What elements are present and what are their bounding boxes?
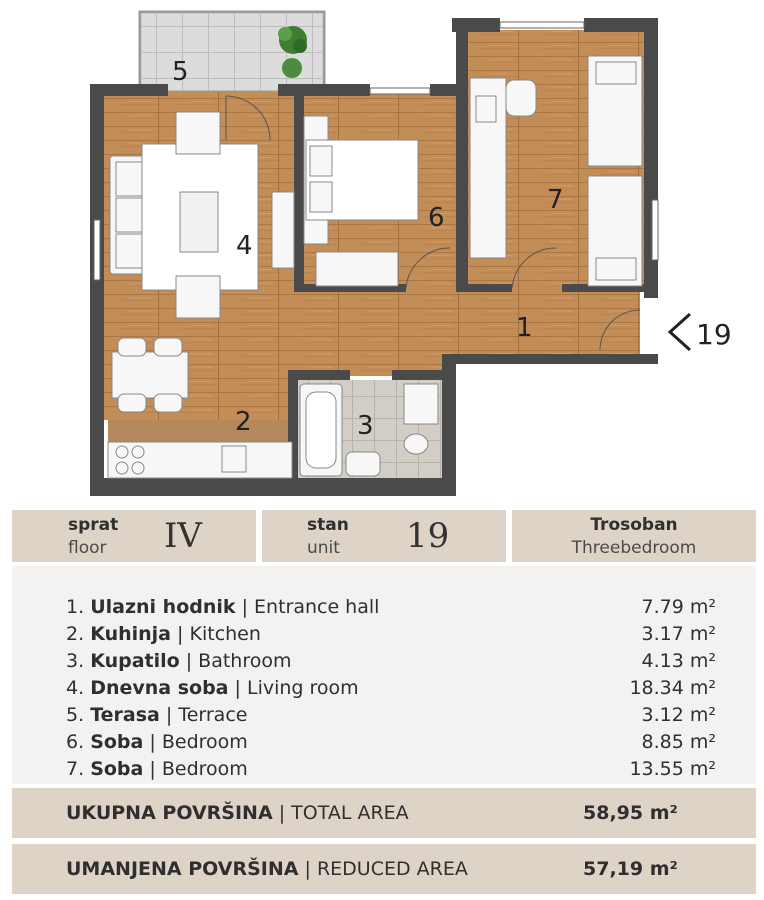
room-list — [12, 566, 756, 784]
room-number-5: 5 — [172, 57, 189, 87]
list-item: 1. Ulazni hodnik | Entrance hall 7.79 m² — [66, 596, 716, 618]
type-cell — [512, 510, 756, 562]
unit-value: 19 — [406, 516, 450, 556]
reduced-area-label: UMANJENA POVRŠINA | REDUCED AREA — [66, 858, 468, 880]
list-item: 2. Kuhinja | Kitchen 3.17 m² — [66, 623, 716, 645]
reduced-area-value: 57,19 m² — [583, 858, 678, 880]
unit-label-en: unit — [307, 538, 340, 558]
room-number-3: 3 — [357, 411, 374, 441]
floor-label-sr: sprat — [68, 515, 119, 535]
room-number-7: 7 — [547, 185, 564, 215]
room-number-6: 6 — [428, 203, 445, 233]
floor-cell — [12, 510, 256, 562]
unit-marker: 19 — [696, 318, 732, 351]
floor-value: IV — [164, 516, 202, 556]
room-number-4: 4 — [236, 231, 253, 261]
total-area-value: 58,95 m² — [583, 802, 678, 824]
type-sr: Trosoban — [590, 515, 678, 535]
type-en: Threebedroom — [571, 538, 697, 558]
list-item: 5. Terasa | Terrace 3.12 m² — [66, 704, 716, 726]
floor-label-en: floor — [68, 538, 107, 558]
room-number-1: 1 — [516, 313, 533, 343]
unit-label-sr: stan — [307, 515, 349, 535]
list-item: 4. Dnevna soba | Living room 18.34 m² — [66, 677, 716, 699]
info-header — [12, 510, 756, 562]
total-area-label: UKUPNA POVRŠINA | TOTAL AREA — [66, 802, 409, 824]
total-area-bar — [12, 788, 756, 838]
list-item: 3. Kupatilo | Bathroom 4.13 m² — [66, 650, 716, 672]
list-item: 7. Soba | Bedroom 13.55 m² — [66, 758, 716, 780]
room-number-2: 2 — [235, 407, 252, 437]
reduced-area-bar — [12, 844, 756, 894]
kitchen-tiles — [108, 420, 292, 442]
entrance-arrow-icon — [670, 314, 690, 350]
list-item: 6. Soba | Bedroom 8.85 m² — [66, 731, 716, 753]
unit-cell — [262, 510, 506, 562]
